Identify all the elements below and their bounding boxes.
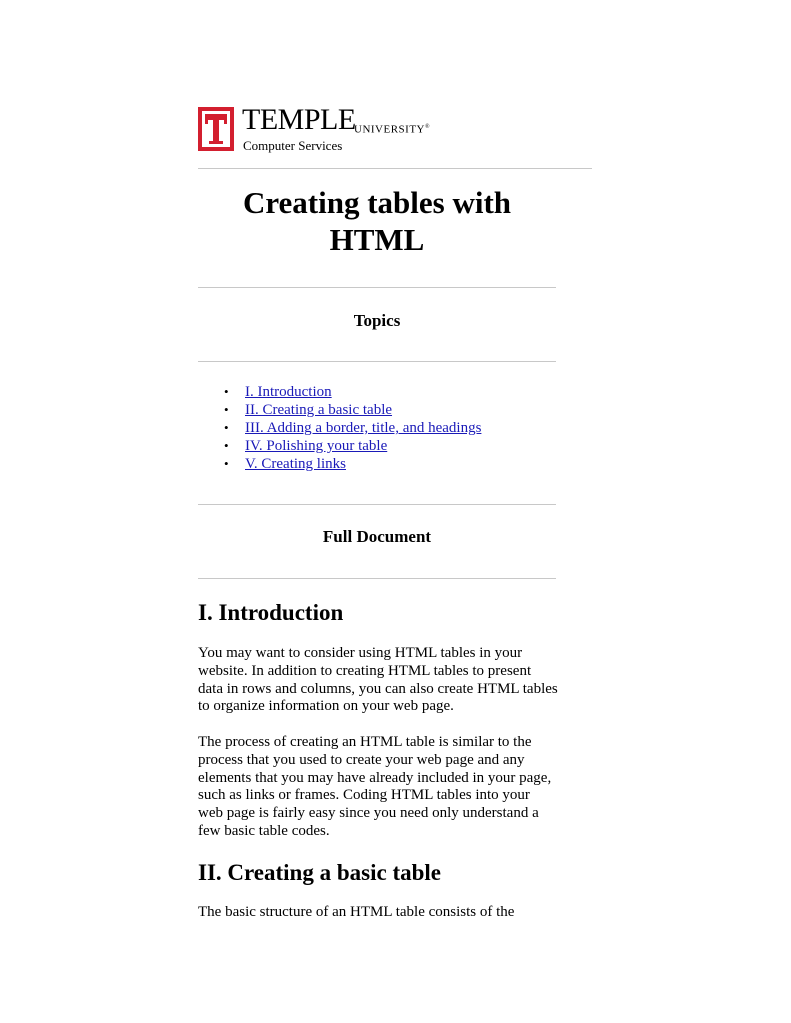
bullet-icon: • — [224, 384, 229, 399]
header-divider — [198, 168, 592, 169]
list-item — [224, 437, 481, 455]
page-title: Creating tables with HTML — [242, 185, 512, 257]
topic-link-polishing-table[interactable]: IV. Polishing your table — [245, 438, 388, 454]
topic-link-introduction[interactable]: I. Introduction — [245, 384, 332, 400]
topic-link-creating-basic-table[interactable]: II. Creating a basic table — [245, 402, 393, 418]
list-item — [224, 455, 481, 473]
logo-university-text: UNIVERSITY — [354, 123, 425, 136]
temple-university-logo — [198, 103, 498, 153]
logo-word: TEMPLE — [242, 103, 356, 136]
intro-paragraph-2: The process of creating an HTML table is similar to the process that you used to create your web page and any elements that you may have already included in your page, such as links or frames. Coding HTML tables into your web page is fairly easy since you need only understand a few basic table codes. — [198, 734, 552, 839]
basic-table-paragraph-1: The basic structure of an HTML table consists of the — [198, 904, 515, 920]
title-divider — [198, 287, 556, 288]
registered-mark: ® — [425, 124, 431, 130]
topic-link-creating-links[interactable]: V. Creating links — [245, 456, 346, 472]
logo-university — [354, 121, 430, 137]
list-item — [224, 401, 481, 419]
bullet-icon: • — [224, 456, 229, 471]
list-item — [224, 419, 482, 437]
topics-divider-bottom — [198, 504, 556, 505]
bullet-icon: • — [224, 402, 229, 417]
bullet-icon: • — [224, 420, 229, 435]
full-document-heading: Full Document — [322, 527, 432, 546]
section-heading-creating-basic-table: II. Creating a basic table — [198, 860, 441, 885]
topics-list — [198, 383, 481, 473]
section-heading-introduction: I. Introduction — [198, 600, 344, 625]
full-document-divider — [198, 578, 556, 579]
topics-divider-top — [198, 361, 556, 362]
list-item — [224, 383, 481, 401]
topics-heading: Topics — [353, 311, 401, 330]
bullet-icon: • — [224, 438, 229, 453]
topic-link-adding-border[interactable]: III. Adding a border, title, and headings — [245, 420, 482, 436]
intro-paragraph-1: You may want to consider using HTML tables in your website. In addition to creating HTML tables to present data in rows and columns, you can also create HTML tables to organize information on your web page. — [198, 645, 558, 715]
logo-subtitle: Computer Services — [243, 138, 343, 153]
temple-t-logo-icon — [198, 107, 234, 151]
